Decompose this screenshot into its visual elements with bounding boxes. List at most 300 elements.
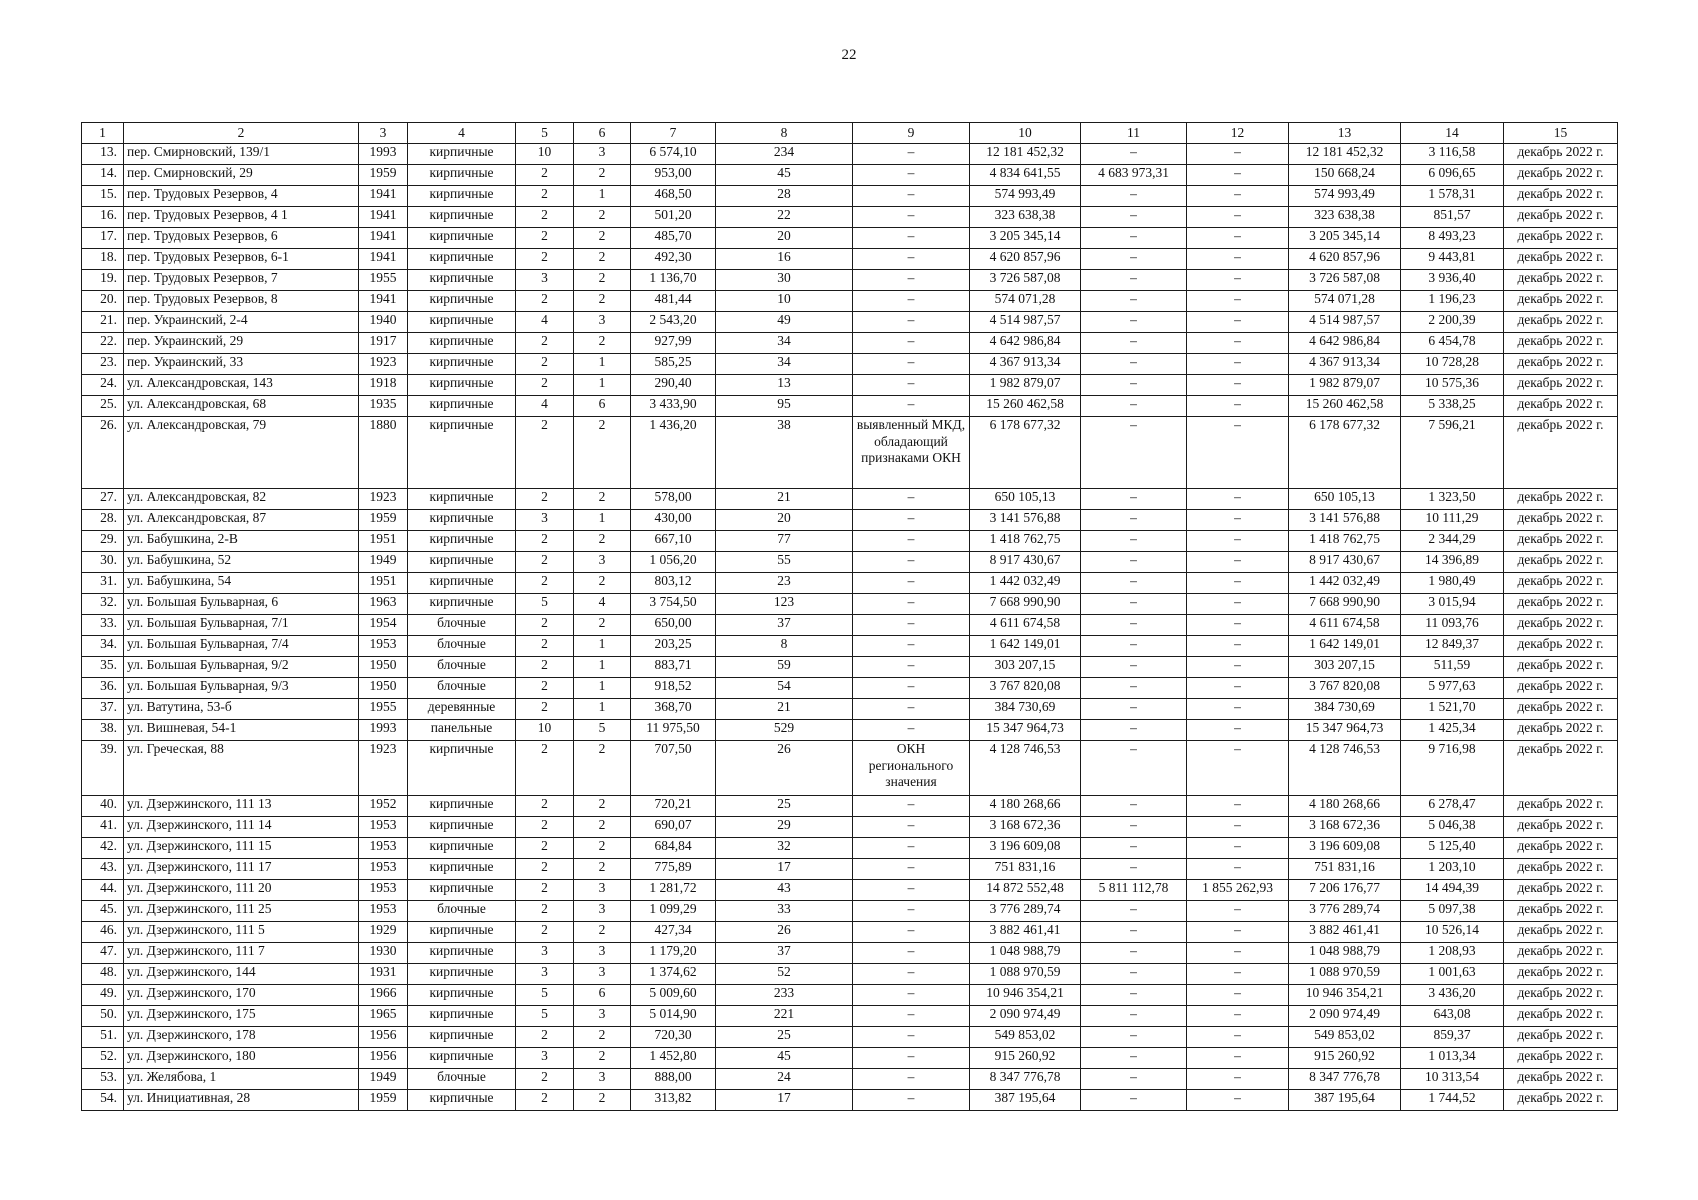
cell-cost-12: – [1187, 552, 1289, 573]
cell-entrances: 5 [574, 720, 631, 741]
table-row [82, 880, 1618, 901]
cell-year-built: 1959 [359, 165, 408, 186]
cell-heritage-status: выявленный МКД, обладающий признаками ОКН [853, 417, 970, 489]
cell-cost-11: – [1081, 333, 1187, 354]
cell-area: 1 099,29 [631, 901, 716, 922]
cell-completion-date: декабрь 2022 г. [1504, 207, 1618, 228]
cell-completion-date: декабрь 2022 г. [1504, 1090, 1618, 1111]
cell-area: 1 056,20 [631, 552, 716, 573]
table-row [82, 615, 1618, 636]
cell-cost-12: – [1187, 636, 1289, 657]
cell-entrances: 1 [574, 657, 631, 678]
cell-address: пер. Трудовых Резервов, 6-1 [124, 249, 359, 270]
cell-heritage-status: – [853, 859, 970, 880]
cell-cost-12: – [1187, 249, 1289, 270]
cell-cost-13: 915 260,92 [1289, 1048, 1401, 1069]
cell-completion-date: декабрь 2022 г. [1504, 720, 1618, 741]
cell-wall-material: кирпичные [408, 228, 516, 249]
cell-area: 1 136,70 [631, 270, 716, 291]
cell-completion-date: декабрь 2022 г. [1504, 270, 1618, 291]
cell-completion-date: декабрь 2022 г. [1504, 741, 1618, 796]
cell-cost-13: 3 168 672,36 [1289, 817, 1401, 838]
cell-address: пер. Трудовых Резервов, 6 [124, 228, 359, 249]
cell-address: ул. Бабушкина, 2-В [124, 531, 359, 552]
cell-cost-12: – [1187, 165, 1289, 186]
cell-wall-material: кирпичные [408, 985, 516, 1006]
cell-residents: 233 [716, 985, 853, 1006]
cell-completion-date: декабрь 2022 г. [1504, 1048, 1618, 1069]
cell-heritage-status: – [853, 573, 970, 594]
cell-heritage-status: – [853, 594, 970, 615]
cell-row-number: 50. [82, 1006, 124, 1027]
cell-row-number: 37. [82, 699, 124, 720]
cell-wall-material: блочные [408, 1069, 516, 1090]
cell-entrances: 1 [574, 678, 631, 699]
cell-year-built: 1953 [359, 901, 408, 922]
cell-floors: 2 [516, 796, 574, 817]
cell-cost-11: – [1081, 922, 1187, 943]
table-row [82, 249, 1618, 270]
cell-row-number: 51. [82, 1027, 124, 1048]
table-row [82, 489, 1618, 510]
cell-wall-material: кирпичные [408, 312, 516, 333]
column-header-8: 8 [716, 123, 853, 144]
column-header-12: 12 [1187, 123, 1289, 144]
cell-address: пер. Трудовых Резервов, 4 1 [124, 207, 359, 228]
cell-residents: 529 [716, 720, 853, 741]
cell-cost-12: – [1187, 573, 1289, 594]
cell-cost-11: – [1081, 964, 1187, 985]
cell-heritage-status: – [853, 144, 970, 165]
cell-address: ул. Дзержинского, 111 20 [124, 880, 359, 901]
cell-completion-date: декабрь 2022 г. [1504, 817, 1618, 838]
cell-wall-material: кирпичные [408, 1027, 516, 1048]
cell-year-built: 1930 [359, 943, 408, 964]
cell-floors: 3 [516, 964, 574, 985]
cell-year-built: 1918 [359, 375, 408, 396]
cell-entrances: 1 [574, 375, 631, 396]
table-row [82, 396, 1618, 417]
cell-address: ул. Большая Бульварная, 9/2 [124, 657, 359, 678]
cell-total-cost: 8 347 776,78 [970, 1069, 1081, 1090]
cell-year-built: 1955 [359, 270, 408, 291]
cell-residents: 23 [716, 573, 853, 594]
cell-cost-per-sqm: 6 096,65 [1401, 165, 1504, 186]
cell-cost-11: – [1081, 720, 1187, 741]
cell-cost-13: 3 196 609,08 [1289, 838, 1401, 859]
cell-wall-material: кирпичные [408, 354, 516, 375]
table-row [82, 510, 1618, 531]
cell-heritage-status: – [853, 1006, 970, 1027]
cell-row-number: 46. [82, 922, 124, 943]
cell-cost-per-sqm: 1 521,70 [1401, 699, 1504, 720]
cell-cost-13: 4 367 913,34 [1289, 354, 1401, 375]
cell-wall-material: кирпичные [408, 943, 516, 964]
cell-address: ул. Греческая, 88 [124, 741, 359, 796]
cell-total-cost: 15 260 462,58 [970, 396, 1081, 417]
cell-area: 430,00 [631, 510, 716, 531]
cell-year-built: 1953 [359, 859, 408, 880]
cell-entrances: 3 [574, 880, 631, 901]
cell-cost-per-sqm: 3 116,58 [1401, 144, 1504, 165]
cell-residents: 55 [716, 552, 853, 573]
cell-cost-11: – [1081, 510, 1187, 531]
cell-row-number: 32. [82, 594, 124, 615]
cell-wall-material: кирпичные [408, 1090, 516, 1111]
cell-address: ул. Дзержинского, 111 13 [124, 796, 359, 817]
cell-row-number: 20. [82, 291, 124, 312]
table-row [82, 964, 1618, 985]
cell-cost-13: 4 642 986,84 [1289, 333, 1401, 354]
cell-year-built: 1941 [359, 228, 408, 249]
cell-row-number: 15. [82, 186, 124, 207]
cell-cost-per-sqm: 10 575,36 [1401, 375, 1504, 396]
cell-residents: 34 [716, 333, 853, 354]
cell-wall-material: кирпичные [408, 594, 516, 615]
cell-row-number: 13. [82, 144, 124, 165]
cell-cost-13: 1 048 988,79 [1289, 943, 1401, 964]
cell-year-built: 1941 [359, 291, 408, 312]
cell-row-number: 39. [82, 741, 124, 796]
cell-heritage-status: – [853, 678, 970, 699]
cell-cost-per-sqm: 643,08 [1401, 1006, 1504, 1027]
cell-cost-13: 4 128 746,53 [1289, 741, 1401, 796]
cell-residents: 13 [716, 375, 853, 396]
cell-entrances: 2 [574, 922, 631, 943]
cell-year-built: 1965 [359, 1006, 408, 1027]
cell-entrances: 2 [574, 573, 631, 594]
cell-address: ул. Дзержинского, 175 [124, 1006, 359, 1027]
cell-wall-material: кирпичные [408, 396, 516, 417]
cell-wall-material: кирпичные [408, 531, 516, 552]
cell-wall-material: кирпичные [408, 291, 516, 312]
cell-heritage-status: – [853, 964, 970, 985]
cell-cost-per-sqm: 1 001,63 [1401, 964, 1504, 985]
cell-address: ул. Большая Бульварная, 7/1 [124, 615, 359, 636]
cell-cost-13: 1 982 879,07 [1289, 375, 1401, 396]
cell-residents: 10 [716, 291, 853, 312]
cell-cost-11: – [1081, 985, 1187, 1006]
cell-cost-12: – [1187, 396, 1289, 417]
cell-wall-material: кирпичные [408, 489, 516, 510]
cell-address: ул. Александровская, 68 [124, 396, 359, 417]
cell-cost-13: 549 853,02 [1289, 1027, 1401, 1048]
cell-cost-13: 384 730,69 [1289, 699, 1401, 720]
cell-total-cost: 4 834 641,55 [970, 165, 1081, 186]
cell-cost-13: 7 206 176,77 [1289, 880, 1401, 901]
cell-floors: 2 [516, 880, 574, 901]
cell-total-cost: 2 090 974,49 [970, 1006, 1081, 1027]
cell-year-built: 1959 [359, 1090, 408, 1111]
cell-cost-13: 7 668 990,90 [1289, 594, 1401, 615]
cell-completion-date: декабрь 2022 г. [1504, 1027, 1618, 1048]
cell-area: 667,10 [631, 531, 716, 552]
cell-entrances: 2 [574, 1027, 631, 1048]
cell-cost-11: – [1081, 573, 1187, 594]
cell-wall-material: кирпичные [408, 186, 516, 207]
cell-floors: 2 [516, 838, 574, 859]
cell-area: 650,00 [631, 615, 716, 636]
cell-area: 6 574,10 [631, 144, 716, 165]
cell-entrances: 6 [574, 396, 631, 417]
cell-cost-12: – [1187, 859, 1289, 880]
cell-cost-12: – [1187, 985, 1289, 1006]
cell-completion-date: декабрь 2022 г. [1504, 859, 1618, 880]
cell-row-number: 17. [82, 228, 124, 249]
cell-wall-material: блочные [408, 636, 516, 657]
cell-cost-12: – [1187, 417, 1289, 489]
cell-residents: 234 [716, 144, 853, 165]
cell-total-cost: 4 514 987,57 [970, 312, 1081, 333]
cell-cost-13: 8 917 430,67 [1289, 552, 1401, 573]
cell-address: ул. Дзержинского, 111 25 [124, 901, 359, 922]
cell-completion-date: декабрь 2022 г. [1504, 228, 1618, 249]
cell-address: ул. Дзержинского, 111 15 [124, 838, 359, 859]
cell-address: ул. Дзержинского, 144 [124, 964, 359, 985]
cell-completion-date: декабрь 2022 г. [1504, 396, 1618, 417]
cell-area: 720,30 [631, 1027, 716, 1048]
cell-row-number: 24. [82, 375, 124, 396]
cell-cost-13: 387 195,64 [1289, 1090, 1401, 1111]
cell-entrances: 1 [574, 699, 631, 720]
cell-residents: 29 [716, 817, 853, 838]
table-row [82, 312, 1618, 333]
cell-wall-material: деревянные [408, 699, 516, 720]
cell-total-cost: 3 168 672,36 [970, 817, 1081, 838]
cell-area: 888,00 [631, 1069, 716, 1090]
cell-floors: 2 [516, 249, 574, 270]
cell-cost-11: – [1081, 699, 1187, 720]
cell-heritage-status: – [853, 291, 970, 312]
cell-floors: 2 [516, 699, 574, 720]
cell-residents: 24 [716, 1069, 853, 1090]
cell-year-built: 1963 [359, 594, 408, 615]
cell-residents: 8 [716, 636, 853, 657]
cell-cost-13: 1 642 149,01 [1289, 636, 1401, 657]
cell-cost-11: 5 811 112,78 [1081, 880, 1187, 901]
cell-cost-12: – [1187, 817, 1289, 838]
cell-completion-date: декабрь 2022 г. [1504, 943, 1618, 964]
column-header-14: 14 [1401, 123, 1504, 144]
cell-cost-13: 1 088 970,59 [1289, 964, 1401, 985]
cell-wall-material: кирпичные [408, 510, 516, 531]
table-row [82, 943, 1618, 964]
table-row [82, 1090, 1618, 1111]
cell-completion-date: декабрь 2022 г. [1504, 165, 1618, 186]
cell-cost-13: 3 767 820,08 [1289, 678, 1401, 699]
cell-heritage-status: – [853, 270, 970, 291]
cell-cost-13: 751 831,16 [1289, 859, 1401, 880]
cell-area: 5 009,60 [631, 985, 716, 1006]
cell-area: 775,89 [631, 859, 716, 880]
cell-completion-date: декабрь 2022 г. [1504, 144, 1618, 165]
cell-cost-per-sqm: 1 203,10 [1401, 859, 1504, 880]
cell-entrances: 2 [574, 1090, 631, 1111]
cell-cost-11: – [1081, 1027, 1187, 1048]
cell-cost-13: 10 946 354,21 [1289, 985, 1401, 1006]
cell-floors: 2 [516, 165, 574, 186]
cell-area: 1 436,20 [631, 417, 716, 489]
cell-wall-material: кирпичные [408, 922, 516, 943]
cell-cost-12: – [1187, 796, 1289, 817]
cell-address: ул. Ватутина, 53-б [124, 699, 359, 720]
cell-residents: 95 [716, 396, 853, 417]
cell-cost-13: 3 726 587,08 [1289, 270, 1401, 291]
cell-heritage-status: – [853, 720, 970, 741]
cell-entrances: 3 [574, 964, 631, 985]
cell-year-built: 1931 [359, 964, 408, 985]
cell-row-number: 28. [82, 510, 124, 531]
cell-residents: 17 [716, 1090, 853, 1111]
cell-entrances: 2 [574, 165, 631, 186]
cell-address: ул. Бабушкина, 52 [124, 552, 359, 573]
cell-cost-per-sqm: 1 196,23 [1401, 291, 1504, 312]
cell-year-built: 1935 [359, 396, 408, 417]
cell-address: ул. Дзержинского, 111 7 [124, 943, 359, 964]
cell-cost-13: 303 207,15 [1289, 657, 1401, 678]
column-header-1: 1 [82, 123, 124, 144]
cell-residents: 37 [716, 943, 853, 964]
cell-cost-per-sqm: 1 425,34 [1401, 720, 1504, 741]
cell-floors: 2 [516, 636, 574, 657]
cell-row-number: 40. [82, 796, 124, 817]
cell-area: 368,70 [631, 699, 716, 720]
cell-floors: 2 [516, 922, 574, 943]
cell-heritage-status: – [853, 165, 970, 186]
cell-cost-per-sqm: 859,37 [1401, 1027, 1504, 1048]
table-header [82, 123, 1618, 144]
cell-residents: 26 [716, 922, 853, 943]
cell-heritage-status: – [853, 796, 970, 817]
cell-row-number: 36. [82, 678, 124, 699]
cell-cost-13: 323 638,38 [1289, 207, 1401, 228]
cell-entrances: 3 [574, 552, 631, 573]
cell-year-built: 1923 [359, 354, 408, 375]
cell-residents: 20 [716, 228, 853, 249]
cell-row-number: 52. [82, 1048, 124, 1069]
cell-cost-13: 4 180 268,66 [1289, 796, 1401, 817]
cell-wall-material: кирпичные [408, 144, 516, 165]
cell-cost-13: 4 514 987,57 [1289, 312, 1401, 333]
column-header-15: 15 [1504, 123, 1618, 144]
cell-area: 1 179,20 [631, 943, 716, 964]
cell-cost-per-sqm: 10 728,28 [1401, 354, 1504, 375]
cell-total-cost: 4 128 746,53 [970, 741, 1081, 796]
cell-cost-11: – [1081, 375, 1187, 396]
cell-residents: 21 [716, 489, 853, 510]
cell-cost-12: – [1187, 291, 1289, 312]
cell-address: пер. Трудовых Резервов, 4 [124, 186, 359, 207]
cell-entrances: 1 [574, 354, 631, 375]
cell-area: 1 374,62 [631, 964, 716, 985]
cell-floors: 2 [516, 573, 574, 594]
cell-cost-11: – [1081, 657, 1187, 678]
cell-address: ул. Инициативная, 28 [124, 1090, 359, 1111]
cell-residents: 37 [716, 615, 853, 636]
cell-year-built: 1953 [359, 880, 408, 901]
column-header-2: 2 [124, 123, 359, 144]
cell-cost-11: – [1081, 1069, 1187, 1090]
cell-residents: 34 [716, 354, 853, 375]
cell-row-number: 53. [82, 1069, 124, 1090]
cell-entrances: 6 [574, 985, 631, 1006]
cell-wall-material: кирпичные [408, 880, 516, 901]
cell-cost-per-sqm: 851,57 [1401, 207, 1504, 228]
cell-total-cost: 3 776 289,74 [970, 901, 1081, 922]
column-header-4: 4 [408, 123, 516, 144]
cell-wall-material: кирпичные [408, 417, 516, 489]
cell-cost-11: – [1081, 838, 1187, 859]
cell-cost-per-sqm: 9 443,81 [1401, 249, 1504, 270]
cell-cost-per-sqm: 6 278,47 [1401, 796, 1504, 817]
cell-floors: 2 [516, 1027, 574, 1048]
table-row [82, 573, 1618, 594]
cell-entrances: 3 [574, 312, 631, 333]
cell-cost-12: – [1187, 678, 1289, 699]
cell-completion-date: декабрь 2022 г. [1504, 291, 1618, 312]
cell-address: ул. Дзержинского, 111 14 [124, 817, 359, 838]
cell-floors: 2 [516, 657, 574, 678]
table-row [82, 594, 1618, 615]
cell-floors: 5 [516, 594, 574, 615]
cell-cost-per-sqm: 5 338,25 [1401, 396, 1504, 417]
cell-area: 468,50 [631, 186, 716, 207]
cell-floors: 2 [516, 817, 574, 838]
cell-cost-13: 3 776 289,74 [1289, 901, 1401, 922]
cell-total-cost: 6 178 677,32 [970, 417, 1081, 489]
cell-floors: 2 [516, 741, 574, 796]
cell-floors: 10 [516, 144, 574, 165]
cell-total-cost: 1 982 879,07 [970, 375, 1081, 396]
cell-cost-12: – [1187, 228, 1289, 249]
cell-wall-material: кирпичные [408, 964, 516, 985]
cell-cost-per-sqm: 2 200,39 [1401, 312, 1504, 333]
cell-row-number: 45. [82, 901, 124, 922]
cell-row-number: 44. [82, 880, 124, 901]
cell-row-number: 35. [82, 657, 124, 678]
cell-cost-11: – [1081, 817, 1187, 838]
cell-address: пер. Украинский, 2-4 [124, 312, 359, 333]
column-header-10: 10 [970, 123, 1081, 144]
cell-entrances: 2 [574, 207, 631, 228]
cell-floors: 2 [516, 1069, 574, 1090]
cell-address: пер. Трудовых Резервов, 7 [124, 270, 359, 291]
cell-area: 707,50 [631, 741, 716, 796]
cell-heritage-status: – [853, 1027, 970, 1048]
cell-total-cost: 303 207,15 [970, 657, 1081, 678]
cell-cost-11: – [1081, 207, 1187, 228]
cell-cost-12: – [1187, 144, 1289, 165]
cell-cost-per-sqm: 6 454,78 [1401, 333, 1504, 354]
cell-cost-per-sqm: 5 125,40 [1401, 838, 1504, 859]
cell-total-cost: 15 347 964,73 [970, 720, 1081, 741]
cell-wall-material: блочные [408, 678, 516, 699]
cell-heritage-status: ОКН регионального значения [853, 741, 970, 796]
cell-wall-material: блочные [408, 615, 516, 636]
cell-cost-12: – [1187, 270, 1289, 291]
column-header-3: 3 [359, 123, 408, 144]
cell-row-number: 25. [82, 396, 124, 417]
cell-address: ул. Вишневая, 54-1 [124, 720, 359, 741]
cell-entrances: 3 [574, 1069, 631, 1090]
cell-wall-material: кирпичные [408, 1048, 516, 1069]
cell-completion-date: декабрь 2022 г. [1504, 249, 1618, 270]
cell-heritage-status: – [853, 1090, 970, 1111]
cell-heritage-status: – [853, 249, 970, 270]
cell-entrances: 2 [574, 817, 631, 838]
cell-wall-material: кирпичные [408, 165, 516, 186]
cell-residents: 17 [716, 859, 853, 880]
